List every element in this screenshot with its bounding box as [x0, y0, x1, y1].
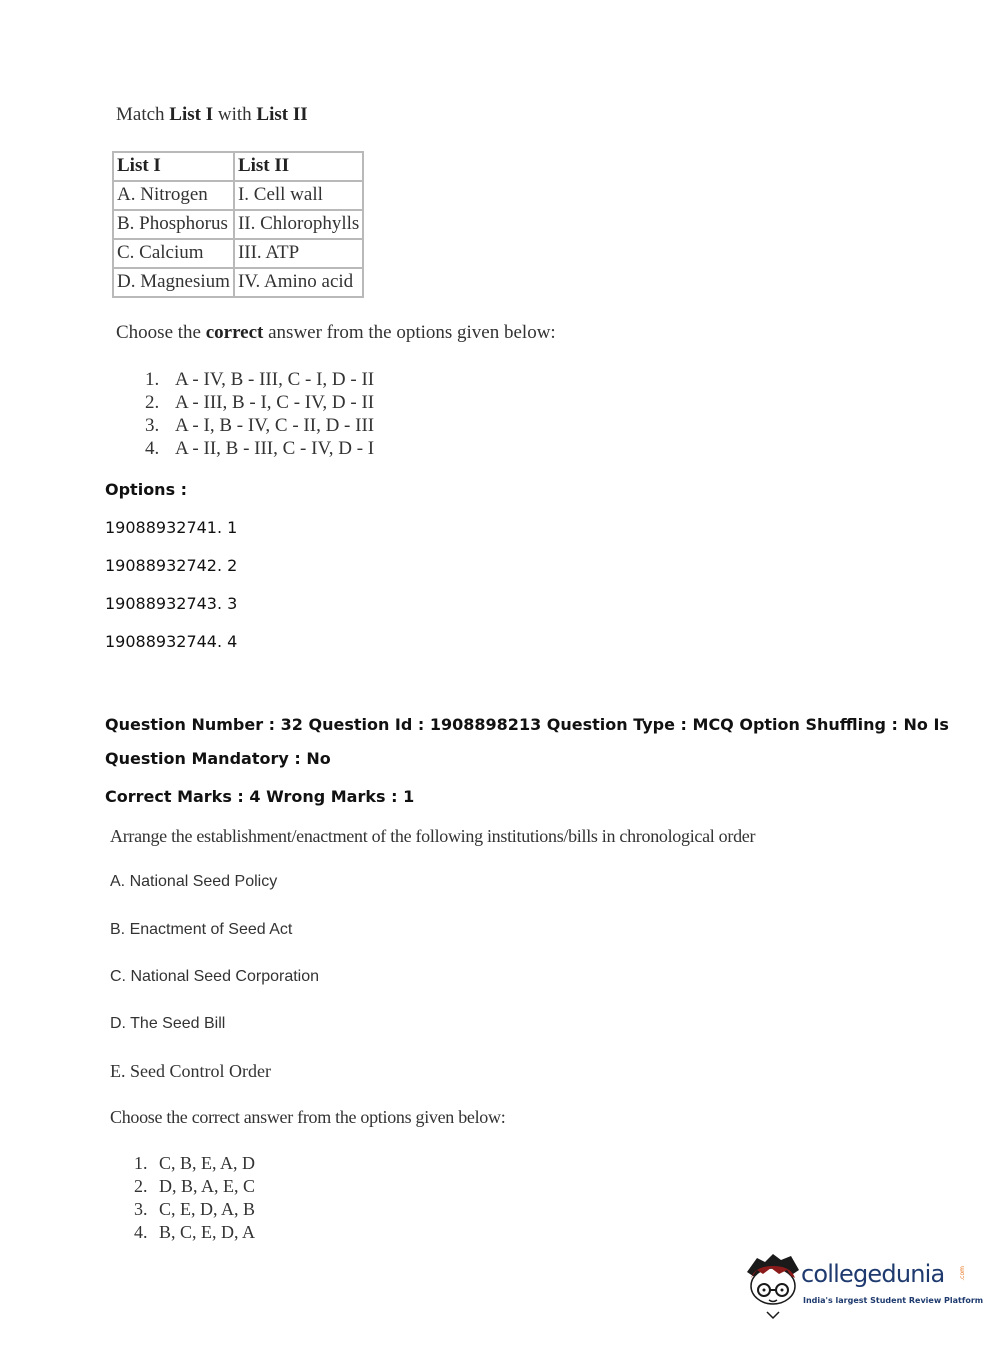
table-header-row — [113, 152, 363, 181]
table-row — [113, 210, 363, 239]
choice-number: 4. — [145, 438, 160, 459]
table-cell: IV. Amino acid — [234, 268, 363, 297]
prompt-list2: List II — [256, 104, 308, 125]
list-item: D. The Seed Bill — [110, 1015, 226, 1032]
student-mascot-icon — [743, 1248, 803, 1320]
choice-text: A - IV, B - III, C - I, D - II — [175, 369, 375, 390]
question2-meta: Question Number : 32 Question Id : 1908898213 Question Type : MCQ Option Shuffling : No Is — [105, 715, 949, 734]
options-label: Options : — [105, 480, 188, 499]
option-line: 19088932744. 4 — [105, 632, 238, 651]
list-item — [145, 391, 374, 414]
table-header-cell: List I — [113, 152, 234, 181]
choice-text: D, B, A, E, C — [159, 1176, 256, 1196]
list-item — [134, 1221, 255, 1244]
question2-prompt: Arrange the establishment/enactment of the following institutions/bills in chronological order — [110, 826, 756, 846]
question2-choice-list — [134, 1152, 255, 1244]
list-item — [134, 1198, 255, 1221]
table-cell: C. Calcium — [113, 239, 234, 268]
choice-text: C, B, E, A, D — [159, 1153, 256, 1173]
table-cell: III. ATP — [234, 239, 363, 268]
option-line: 19088932742. 2 — [105, 556, 238, 575]
list-item: C. National Seed Corporation — [110, 968, 320, 985]
list-item — [134, 1152, 255, 1175]
choice-text: A - I, B - IV, C - II, D - III — [175, 415, 375, 436]
choice-number: 1. — [134, 1153, 148, 1173]
question2-marks: Correct Marks : 4 Wrong Marks : 1 — [105, 787, 415, 806]
table-header-cell: List II — [234, 152, 363, 181]
list-item: E. Seed Control Order — [110, 1061, 271, 1081]
list-item — [145, 437, 374, 460]
instruction-text: answer from the options given below: — [263, 322, 556, 343]
brand-suffix: .com — [959, 1266, 966, 1281]
instruction-bold: correct — [205, 322, 264, 343]
brand-name: collegedunia — [801, 1260, 945, 1288]
table-cell: II. Chlorophylls — [234, 210, 363, 239]
list-item: B. Enactment of Seed Act — [110, 921, 293, 938]
choice-number: 2. — [145, 392, 160, 413]
table-cell: I. Cell wall — [234, 181, 363, 210]
question2-instruction: Choose the correct answer from the options given below: — [110, 1107, 506, 1127]
option-line: 19088932743. 3 — [105, 594, 238, 613]
list-item — [145, 368, 374, 391]
choice-number: 3. — [134, 1199, 148, 1219]
brand-tagline: India's largest Student Review Platform — [803, 1296, 984, 1305]
choice-number: 1. — [145, 369, 160, 390]
choice-text: A - III, B - I, C - IV, D - II — [175, 392, 375, 413]
choice-text: C, E, D, A, B — [159, 1199, 256, 1219]
question1-prompt — [116, 104, 308, 126]
choice-number: 3. — [145, 415, 160, 436]
prompt-text: Match — [116, 104, 170, 125]
choice-number: 4. — [134, 1222, 148, 1242]
prompt-text: with — [213, 104, 257, 125]
instruction-text: Choose the — [116, 322, 206, 343]
choice-text: B, C, E, D, A — [159, 1222, 256, 1242]
prompt-list1: List I — [169, 104, 214, 125]
choice-number: 2. — [134, 1176, 148, 1196]
question1-instruction — [116, 322, 556, 344]
list-item — [134, 1175, 255, 1198]
list-item — [145, 414, 374, 437]
option-line: 19088932741. 1 — [105, 518, 238, 537]
table-row — [113, 268, 363, 297]
brand-logo — [743, 1248, 984, 1320]
list-item: A. National Seed Policy — [110, 873, 278, 890]
table-cell: B. Phosphorus — [113, 210, 234, 239]
table-cell: A. Nitrogen — [113, 181, 234, 210]
match-table — [112, 151, 364, 298]
table-cell: D. Magnesium — [113, 268, 234, 297]
question1-choice-list — [145, 368, 374, 460]
choice-text: A - II, B - III, C - IV, D - I — [175, 438, 375, 459]
question2-meta: Question Mandatory : No — [105, 749, 331, 768]
table-row — [113, 181, 363, 210]
table-row — [113, 239, 363, 268]
